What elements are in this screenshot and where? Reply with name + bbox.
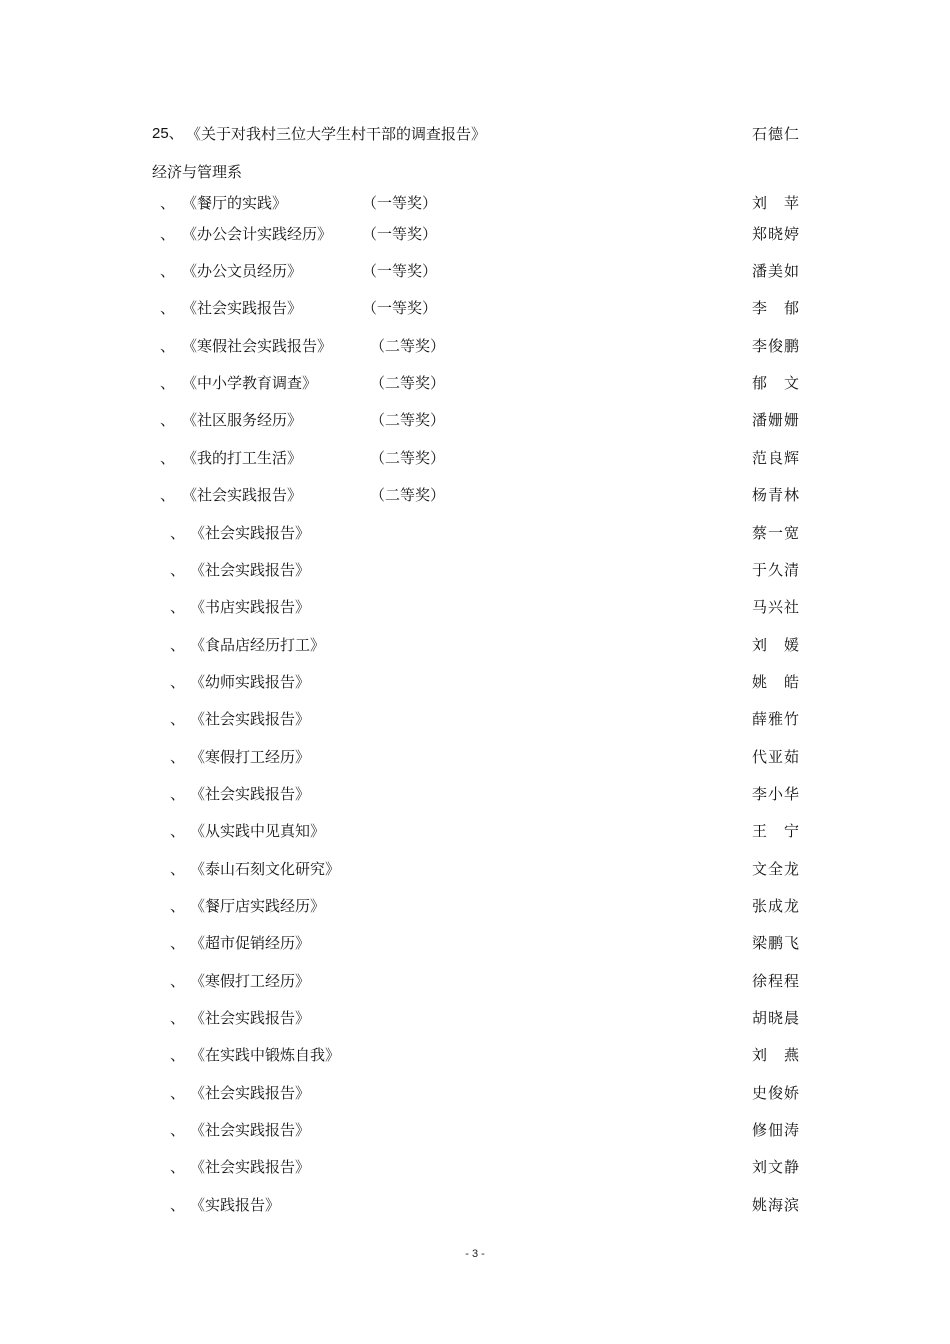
entry-award: （一等奖） <box>362 194 438 212</box>
lead-number: 25、 <box>152 125 184 142</box>
list-item <box>152 1155 800 1179</box>
lead-title: 《关于对我村三位大学生村干部的调查报告》 <box>186 125 487 143</box>
entry-separator: 、 <box>160 486 176 504</box>
entry-author: 姚海滨 <box>751 1196 800 1214</box>
entry-separator: 、 <box>170 897 186 915</box>
list-item <box>152 1043 800 1067</box>
list-item <box>152 558 800 582</box>
entry-author: 修佃涛 <box>751 1121 800 1139</box>
list-item <box>152 595 800 619</box>
list-item <box>152 334 800 358</box>
entry-author: 梁鹏飞 <box>751 934 800 952</box>
entry-title: 《中小学教育调查》 <box>182 374 318 392</box>
entry-author: 李俊鹏 <box>751 337 800 355</box>
list-item <box>152 969 800 993</box>
entry-separator: 、 <box>160 194 176 212</box>
page-number: - 3 - <box>465 1248 485 1260</box>
list-item <box>152 782 800 806</box>
list-item <box>152 1081 800 1105</box>
entry-author: 胡晓晨 <box>751 1009 800 1027</box>
entry-author: 范良辉 <box>751 449 800 467</box>
entry-author: 刘 燕 <box>751 1046 800 1064</box>
entry-title: 《办公文员经历》 <box>182 262 303 280</box>
entry-title: 《社会实践报告》 <box>190 1009 311 1027</box>
entry-separator: 、 <box>170 636 186 654</box>
entry-title: 《实践报告》 <box>190 1196 281 1214</box>
entry-author: 李小华 <box>751 785 800 803</box>
entry-title: 《书店实践报告》 <box>190 598 311 616</box>
entry-separator: 、 <box>160 374 176 392</box>
entry-separator: 、 <box>170 860 186 878</box>
entry-author: 张成龙 <box>751 897 800 915</box>
list-item <box>152 259 800 283</box>
entry-author: 王 宁 <box>751 822 800 840</box>
entry-author: 杨青林 <box>751 486 800 504</box>
entry-title: 《寒假社会实践报告》 <box>182 337 333 355</box>
entry-author: 刘文静 <box>751 1158 800 1176</box>
entry-separator: 、 <box>160 411 176 429</box>
entry-separator: 、 <box>170 934 186 952</box>
entry-title: 《社会实践报告》 <box>182 486 303 504</box>
entry-separator: 、 <box>160 449 176 467</box>
entry-author: 潘美如 <box>751 262 800 280</box>
list-item <box>152 857 800 881</box>
entry-separator: 、 <box>170 710 186 728</box>
entry-author: 徐程程 <box>751 972 800 990</box>
list-item <box>152 483 800 507</box>
list-item <box>152 521 800 545</box>
entry-separator: 、 <box>170 748 186 766</box>
entry-title: 《办公会计实践经历》 <box>182 225 333 243</box>
list-item <box>152 408 800 432</box>
entry-author: 于久清 <box>751 561 800 579</box>
entry-title: 《食品店经历打工》 <box>190 636 326 654</box>
list-item <box>152 1193 800 1217</box>
entry-separator: 、 <box>170 1196 186 1214</box>
entry-separator: 、 <box>170 1158 186 1176</box>
entry-author: 蔡一宽 <box>751 524 800 542</box>
entry-award: （一等奖） <box>362 299 438 317</box>
entry-separator: 、 <box>170 1009 186 1027</box>
entry-author: 潘姗姗 <box>751 411 800 429</box>
list-item <box>152 633 800 657</box>
entry-separator: 、 <box>160 337 176 355</box>
entry-author: 刘 媛 <box>751 636 800 654</box>
entry-title: 《餐厅的实践》 <box>182 194 288 212</box>
entry-award: （二等奖） <box>370 449 446 467</box>
list-item <box>152 371 800 395</box>
entry-title: 《寒假打工经历》 <box>190 972 311 990</box>
entry-separator: 、 <box>170 1121 186 1139</box>
list-item <box>152 446 800 470</box>
entry-title: 《寒假打工经历》 <box>190 748 311 766</box>
entry-author: 李 郁 <box>751 299 800 317</box>
entry-title: 《社会实践报告》 <box>190 785 311 803</box>
entry-title: 《餐厅店实践经历》 <box>190 897 326 915</box>
list-item <box>152 819 800 843</box>
entry-title: 《超市促销经历》 <box>190 934 311 952</box>
entry-author: 姚 皓 <box>751 673 800 691</box>
entry-title: 《社会实践报告》 <box>190 1084 311 1102</box>
entry-author: 郑晓婷 <box>751 225 800 243</box>
list-item <box>152 191 800 215</box>
entry-title: 《社区服务经历》 <box>182 411 303 429</box>
entry-separator: 、 <box>170 561 186 579</box>
lead-entry <box>152 122 800 146</box>
entry-title: 《从实践中见真知》 <box>190 822 326 840</box>
list-item <box>152 745 800 769</box>
list-item <box>152 670 800 694</box>
entry-separator: 、 <box>160 225 176 243</box>
entry-award: （一等奖） <box>362 225 438 243</box>
entry-author: 文全龙 <box>751 860 800 878</box>
entry-separator: 、 <box>170 524 186 542</box>
entry-title: 《社会实践报告》 <box>190 524 311 542</box>
list-item <box>152 222 800 246</box>
entry-separator: 、 <box>160 299 176 317</box>
entry-title: 《社会实践报告》 <box>190 561 311 579</box>
list-item <box>152 1118 800 1142</box>
entry-separator: 、 <box>170 972 186 990</box>
list-item <box>152 894 800 918</box>
entry-separator: 、 <box>170 1046 186 1064</box>
entry-award: （二等奖） <box>370 374 446 392</box>
entry-title: 《我的打工生活》 <box>182 449 303 467</box>
department-heading: 经济与管理系 <box>152 163 243 181</box>
entry-award: （二等奖） <box>370 486 446 504</box>
list-item <box>152 296 800 320</box>
entry-author: 郁 文 <box>751 374 800 392</box>
entry-author: 薛雅竹 <box>751 710 800 728</box>
entry-author: 刘 苹 <box>751 194 800 212</box>
entry-separator: 、 <box>170 598 186 616</box>
list-item <box>152 931 800 955</box>
list-item <box>152 707 800 731</box>
entry-separator: 、 <box>170 822 186 840</box>
entry-award: （二等奖） <box>370 337 446 355</box>
entry-title: 《社会实践报告》 <box>190 1121 311 1139</box>
entry-award: （一等奖） <box>362 262 438 280</box>
department-heading-row <box>152 160 800 184</box>
entry-title: 《泰山石刻文化研究》 <box>190 860 341 878</box>
entry-separator: 、 <box>170 673 186 691</box>
list-item <box>152 1006 800 1030</box>
entry-title: 《在实践中锻炼自我》 <box>190 1046 341 1064</box>
lead-author: 石德仁 <box>751 125 800 143</box>
entry-author: 史俊娇 <box>751 1084 800 1102</box>
entry-author: 代亚茹 <box>751 748 800 766</box>
entry-separator: 、 <box>170 1084 186 1102</box>
entry-separator: 、 <box>170 785 186 803</box>
entry-title: 《幼师实践报告》 <box>190 673 311 691</box>
entry-separator: 、 <box>160 262 176 280</box>
entry-author: 马兴社 <box>751 598 800 616</box>
entry-title: 《社会实践报告》 <box>190 710 311 728</box>
entry-title: 《社会实践报告》 <box>190 1158 311 1176</box>
entry-title: 《社会实践报告》 <box>182 299 303 317</box>
entry-award: （二等奖） <box>370 411 446 429</box>
